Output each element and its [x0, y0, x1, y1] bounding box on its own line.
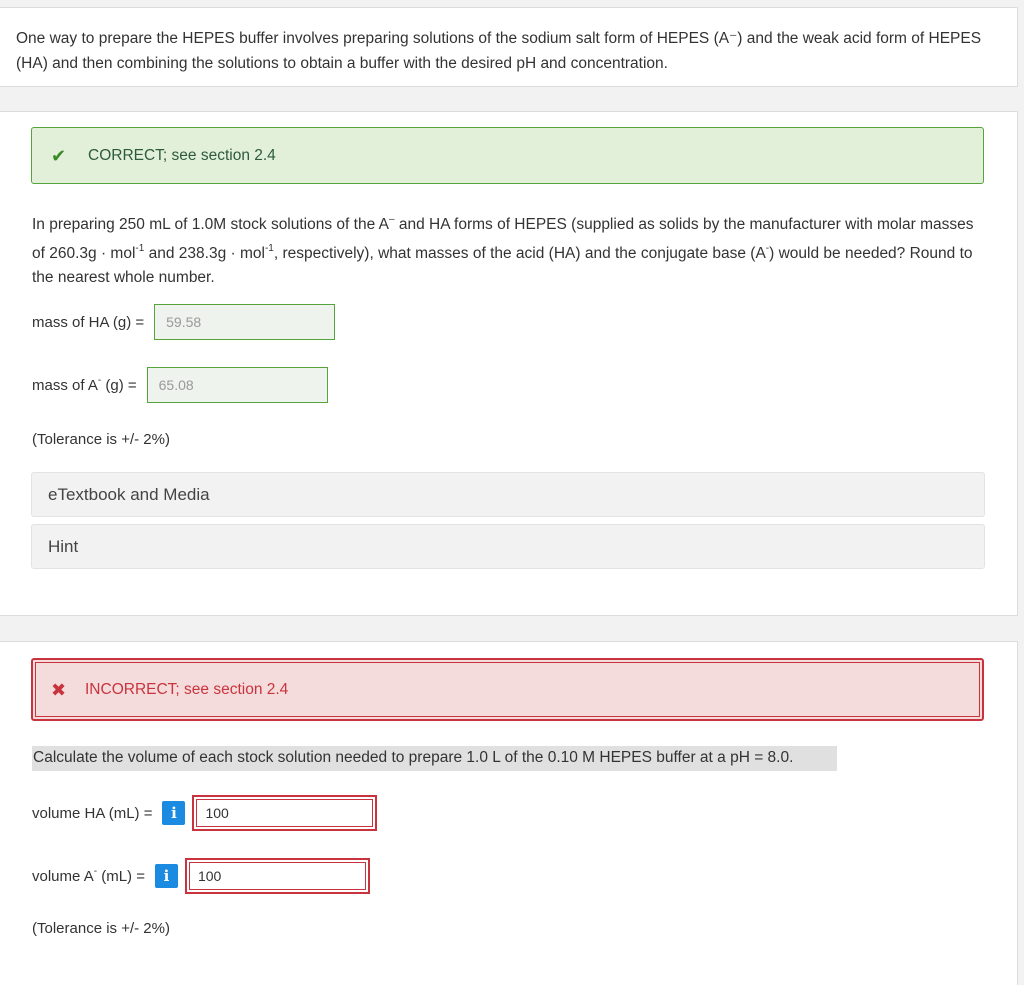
volume-a-label: volume A- (mL) =: [32, 866, 145, 885]
correct-feedback-banner: [31, 127, 984, 184]
volume-a-input[interactable]: 100: [185, 858, 370, 894]
etextbook-media-toggle[interactable]: eTextbook and Media: [31, 472, 985, 517]
mass-ha-label: mass of HA (g) =: [32, 313, 145, 331]
mass-a-row: [32, 367, 328, 403]
check-icon: ✔: [51, 145, 67, 166]
mass-a-label: mass of A- (g) =: [32, 375, 137, 394]
info-icon[interactable]: i: [155, 864, 178, 888]
volume-ha-row: [32, 795, 377, 831]
tolerance-text: (Tolerance is +/- 2%): [32, 431, 170, 448]
mass-ha-input[interactable]: 59.58: [154, 304, 335, 340]
tolerance-text: (Tolerance is +/- 2%): [32, 920, 170, 937]
question-1-text: In preparing 250 mL of 1.0M stock solutions of the A– and HA forms of HEPES (supplied as solids by the manufacturer with molar masses of 260.3g · mol$^{-1}$ and 238.3g · mol$^{-1}$, respectively), what masses of the acid (HA) and the conjugate base (A-) would be needed? Round to the nearest whole number.: [32, 214, 974, 287]
volume-ha-label: volume HA (mL) =: [32, 804, 153, 822]
intro-card: [0, 7, 1018, 87]
question-2-card: [0, 641, 1018, 985]
question-2-text: Calculate the volume of each stock solution needed to prepare 1.0 L of the 0.10 M HEPES buffer at a pH = 8.0.: [32, 746, 837, 771]
mass-ha-row: [32, 304, 335, 340]
feedback-status: INCORRECT; see section 2.4: [85, 680, 289, 698]
mass-a-input[interactable]: 65.08: [147, 367, 328, 403]
hint-toggle[interactable]: Hint: [31, 524, 985, 569]
x-icon: ✖: [51, 679, 67, 700]
volume-ha-input[interactable]: 100: [192, 795, 377, 831]
incorrect-feedback-banner: [31, 658, 984, 721]
intro-text: One way to prepare the HEPES buffer involves preparing solutions of the sodium salt form of HEPES (A⁻) and the weak acid form of HEPES (HA) and then combining the solutions to obtain a buffer with the desired pH and concentration.: [16, 30, 982, 72]
info-icon[interactable]: i: [162, 801, 185, 825]
volume-a-row: [32, 858, 370, 894]
question-1-card: [0, 111, 1018, 616]
feedback-status: CORRECT; see section 2.4: [88, 146, 276, 164]
